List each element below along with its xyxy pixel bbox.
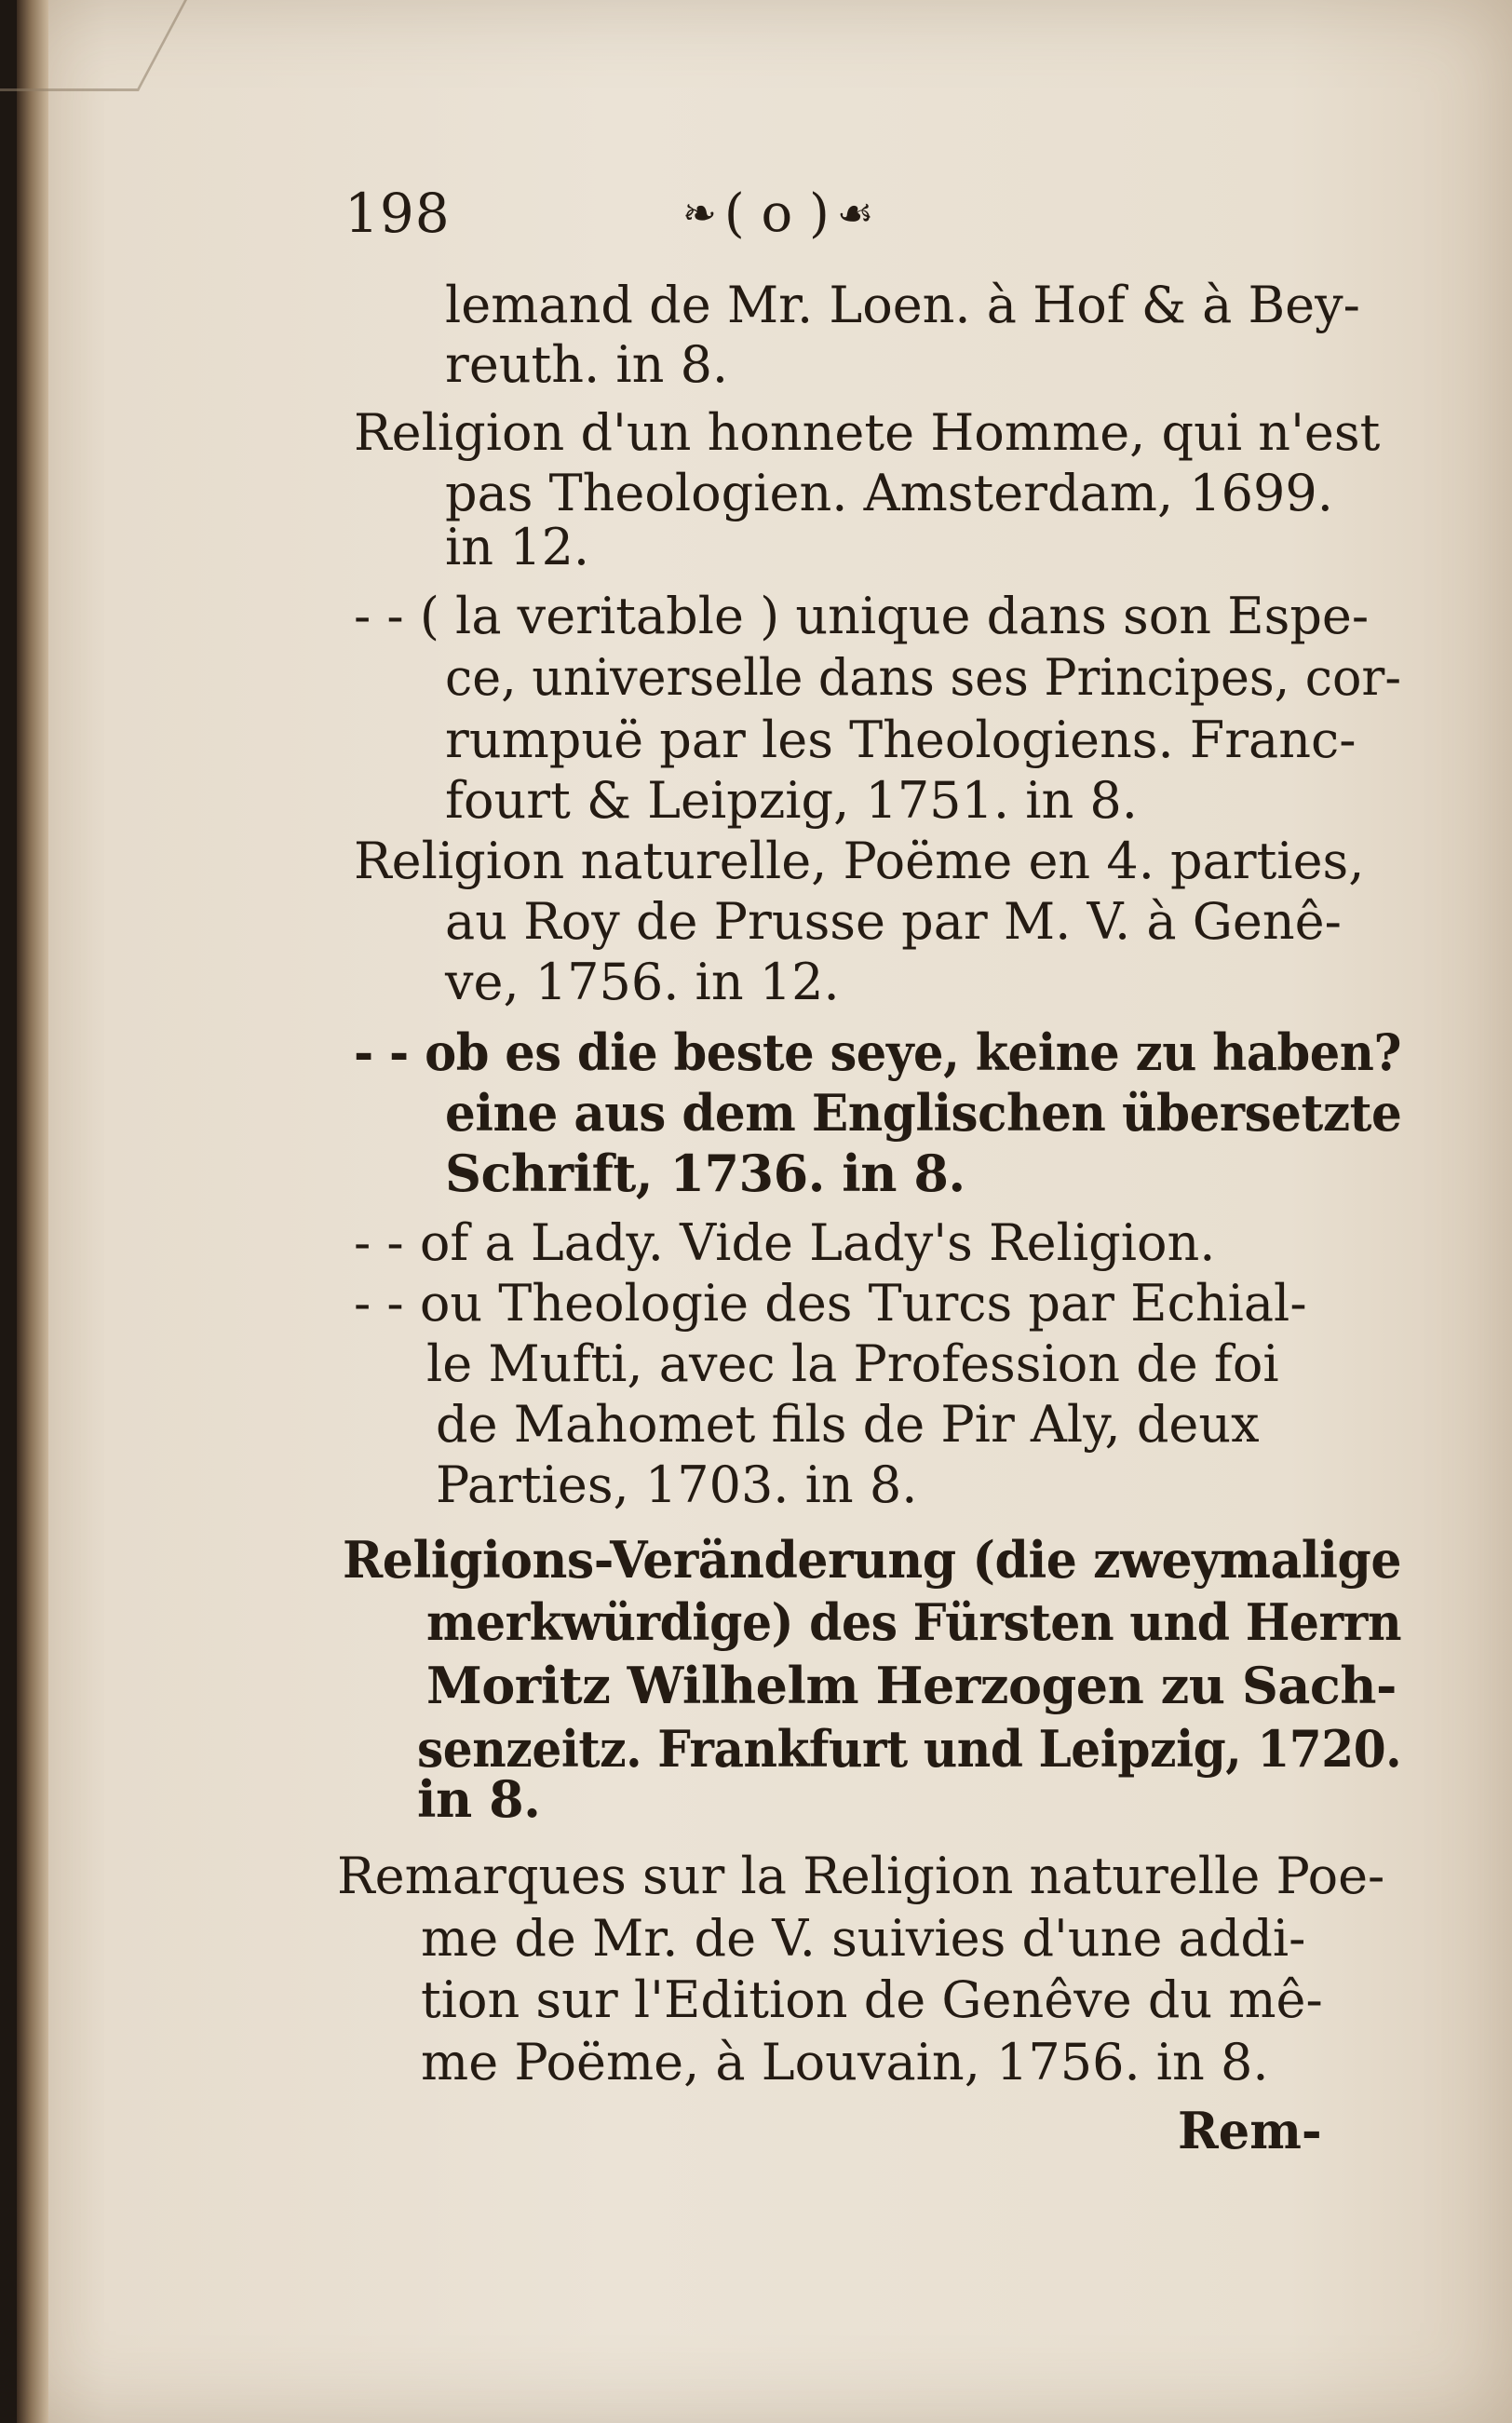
text-line: Parties, 1703. in 8. (436, 1455, 918, 1514)
text-line: in 12. (445, 518, 590, 576)
text-line: in 8. (417, 1769, 541, 1829)
text-line: merkwürdige) des Fürsten und Herrn (426, 1592, 1402, 1652)
text-line: fourt & Leipzig, 1751. in 8. (445, 771, 1138, 830)
text-line: - - of a Lady. Vide Lady's Religion. (354, 1213, 1216, 1272)
text-line: - - ( la veritable ) unique dans son Espe- (354, 587, 1370, 645)
text-line: senzeitz. Frankfurt und Leipzig, 1720. (417, 1719, 1402, 1779)
text-line: Schrift, 1736. in 8. (445, 1144, 965, 1203)
text-line: Religions-Veränderung (die zweymalige (343, 1530, 1401, 1590)
ornament-right-icon: ☙ (836, 190, 874, 237)
text-line: de Mahomet fils de Pir Aly, deux (436, 1395, 1260, 1454)
header-marker: ( o ) (723, 183, 830, 244)
text-line: me Poëme, à Louvain, 1756. in 8. (421, 2033, 1269, 2091)
text-line: Remarques sur la Religion naturelle Poe- (337, 1847, 1385, 1905)
text-line: pas Theologien. Amsterdam, 1699. (445, 464, 1333, 522)
text-line: - - ou Theologie des Turcs par Echial- (354, 1274, 1307, 1333)
text-line: - - ob es die beste seye, keine zu haben? (354, 1022, 1401, 1082)
text-line: le Mufti, avec la Profession de foi (426, 1334, 1279, 1393)
text-line: tion sur l'Edition de Genêve du mê- (421, 1970, 1323, 2029)
text-line: Religion d'un honnete Homme, qui n'est (354, 403, 1381, 462)
text-line: ce, universelle dans ses Principes, cor- (445, 648, 1401, 707)
text-line: eine aus dem Englischen übersetzte (445, 1083, 1402, 1143)
ornament-left-icon: ❧ (682, 190, 717, 237)
text-line: rumpuë par les Theologiens. Franc- (445, 711, 1357, 769)
page-number: 198 (344, 182, 451, 245)
text-line: ve, 1756. in 12. (445, 953, 840, 1011)
text-line: lemand de Mr. Loen. à Hof & à Bey- (445, 276, 1360, 334)
text-line: me de Mr. de V. suivies d'une addi- (421, 1909, 1306, 1968)
text-line: Moritz Wilhelm Herzogen zu Sach- (426, 1656, 1397, 1715)
text-line: reuth. in 8. (445, 335, 729, 394)
text-line: Religion naturelle, Poëme en 4. parties, (354, 832, 1365, 890)
catchword: Rem- (1178, 2101, 1322, 2160)
text-line: au Roy de Prusse par M. V. à Genê- (445, 892, 1342, 951)
